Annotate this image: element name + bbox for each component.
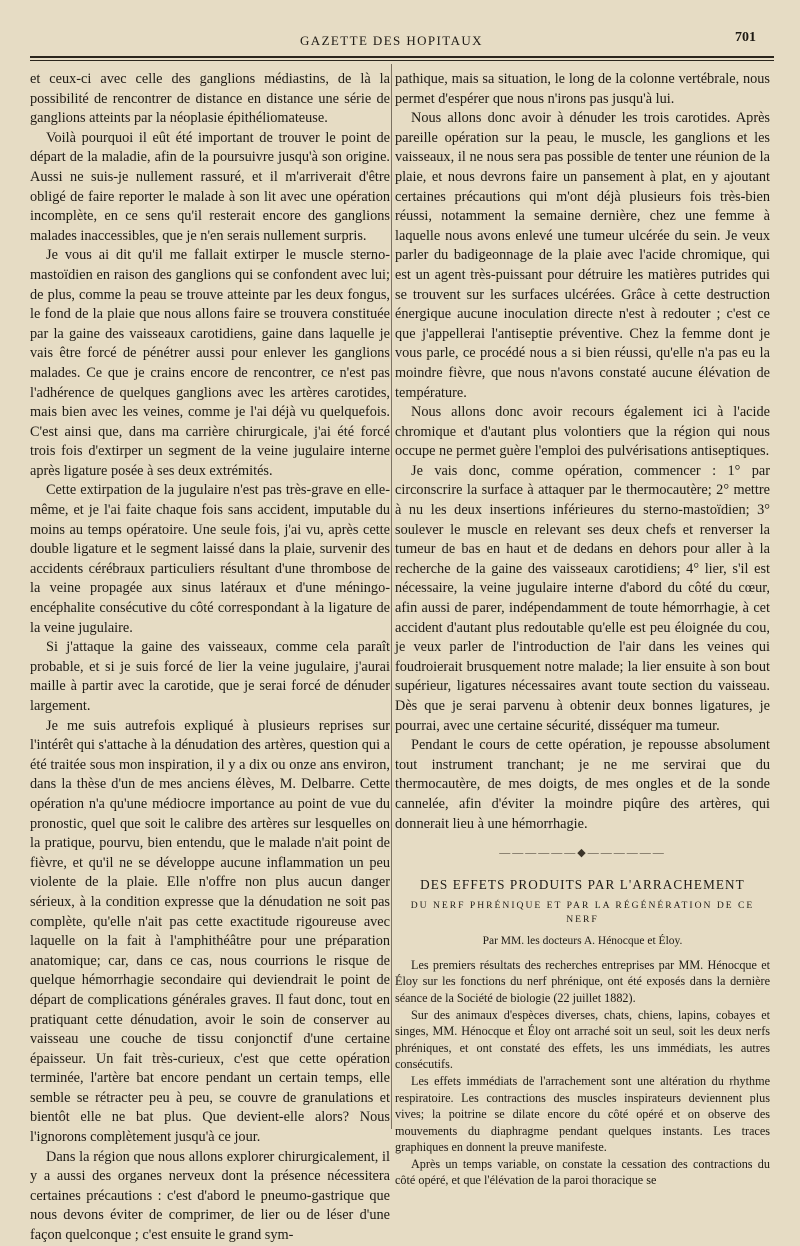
article-body — [395, 957, 770, 1189]
article-subtitle: DU NERF PHRÉNIQUE ET PAR LA RÉGÉNÉRATION DE CE NERF — [410, 899, 755, 925]
paragraph: Je vais donc, comme opération, commencer : 1° par circonscrire la surface à attaquer par le thermocautère; 2° mettre à nu les deux insertions inférieures du sterno-mastoïdien; 3° soulever le muscle en relevant ses deux chefs et renverser la tumeur de bas en haut et de dedans en dehors pour aller à la recherche de la gaine des vaisseaux carotidiens; 4° lier, s'il est nécessaire, la veine jugulaire interne d'abord du côté du cœur, afin aussi de parer, indépendamment de toute hémorrhagie, à cet accident d'autant plus redoutable qu'elle est peu éloignée du cou, je veux parler de l'introduction de l'air dans les veines qui foudroierait brusquement notre malade; la lier ensuite à son bout supérieur, ligatures nécessaires avant toute section du vaisseau. Dès que je serai parvenu à obtenir deux bonnes ligatures, je pourrai, avec une certaine sécurité, disséquer ma tumeur. — [395, 462, 770, 734]
paragraph: Pendant le cours de cette opération, je repousse absolument tout instrument tranchant; je ne me servirai que du thermocautère, de mes doigts, de mes ongles et de la sonde cannelée, afin d'éviter la moindre piqûre des artères, qui donnerait lieu à une hémorrhagie. — [395, 737, 770, 832]
running-head — [0, 30, 800, 54]
paragraph: Je vous ai dit qu'il me fallait extirper le muscle sterno-mastoïdien en raison des ganglions qui se confondent avec lui; de plus, comme la peau se trouve atteinte par les deux fongus, le fond de la plaie que nous allons faire se trouvera constituée par la gaine des vaisseaux carotidiens, gaine dans laquelle je vais être forcé de pénétrer aussi pour enlever les ganglions malades. Ce que je crains encore de rencontrer, ce n'est pas l'adhérence de quelques ganglions avec les artères carotides, mais bien avec les veines, comme je l'ai déjà vu quelquefois. C'est ainsi que, dans ma carrière chirurgicale, j'ai été forcé trois fois d'extirper un segment de la veine jugulaire interne après ligature posée à ses deux extrémités. — [30, 247, 390, 479]
right-column — [395, 70, 770, 1189]
article-authors: Par MM. les docteurs A. Hénocque et Éloy. — [482, 934, 683, 947]
paragraph: Nous allons donc avoir à dénuder les trois carotides. Après pareille opération sur la peau, le muscle, les ganglions et les vaisseaux, il ne nous sera pas possible de tenter une réunion de la plaie, et nous devrons faire un pansement à plat, en y ajoutant certaines précautions qui m'ont déjà plusieurs fois très-bien réussi, notamment la semaine dernière, chez une femme à laquelle nous avons enlevé une tumeur ulcérée du sein. Je veux parler du badigeonnage de la plaie avec l'acide chromique, qui est un agent très-puissant pour détruire les matières putrides qui se trouvent sur les surfaces ulcérées. Grâce à cette destruction énergique aucune inoculation directe n'est à redouter ; c'est ce que j'appellerai l'antiseptie préventive. Chez la femme dont je vous parle, ce procédé nous a si bien réussi, qu'elle n'a pas eu la moindre fièvre, que nous n'avons constaté aucune élévation de température. — [395, 110, 770, 401]
page-number: 701 — [735, 30, 756, 45]
paragraph: Cette extirpation de la jugulaire n'est pas très-grave en elle-même, et je l'ai faite chaque fois sans accident, imputable du moins au temps opératoire. Une seule fois, j'ai vu, après cette double ligature et le segment laissé dans la plaie, survenir des accidents cérébraux particuliers résultant d'une thrombose de la veine propagée aux sinus latéraux et d'une méningo-encéphalite consécutive du côté correspondant à la ligature de la veine jugulaire. — [30, 482, 390, 636]
paragraph: et ceux-ci avec celle des ganglions médiastins, de là la possibilité de rencontrer de distance en distance une série de ganglions atteints par la néoplasie épithéliomateuse. — [30, 71, 390, 127]
paragraph: Après un temps variable, on constate la cessation des contractions du côté opéré, et que l'élévation de la paroi thoracique se — [395, 1156, 770, 1188]
paragraph: Je me suis autrefois expliqué à plusieurs reprises sur l'intérêt qui s'attache à la dénudation des artères, question qui a été traitée sous mon inspiration, il y a dix ou onze ans environ, dans la thèse d'un de mes anciens élèves, M. Delbarre. Cette opération n'a qu'une médiocre importance au point de vue du pronostic, quel que soit le calibre des artères sur lesquelles on la pratique, pourvu, bien entendu, que le malade n'ait point de fièvre, et qu'il ne se développe aucune inflammation un peu violente de la plaie. Elle n'offre non plus aucun danger sérieux, à la condition expresse que la dénudation ne soit pas complète, qu'elle n'ait pas cette exactitude rigoureuse avec laquelle on la fait à l'amphithéâtre pour une préparation anatomique; car, dans ce cas, nous courrions le risque de quelque hémorrhagie secondaire qui deviendrait le point de départ de complications générales graves. Il faut donc, tout en pratiquant cette dénudation, avoir le soin de conserver au vaisseau une couche de tissu conjonctif d'une certaine épaisseur. Un fait très-curieux, c'est que cette opération terminée, l'artère bat encore pendant un certain temps, elle semble se rétracter peu à peu, se couvre de granulations et bientôt elle ne bat plus. Que devient-elle alors? Nous l'ignorons complètement jusqu'à ce jour. — [30, 717, 390, 1146]
paragraph: Nous allons donc avoir recours également ici à l'acide chromique et d'autant plus volontiers que la région qui nous occupe ne permet guère l'emploi des pulvérisations antiseptiques. — [395, 404, 770, 460]
header-rule — [30, 56, 774, 58]
paragraph: Sur des animaux d'espèces diverses, chats, chiens, lapins, cobayes et singes, MM. Hénocque et Éloy ont arraché soit un seul, soit les deux nerfs phréniques, et ont constaté des effets, les uns immédiats, les autres consécutifs. — [395, 1007, 770, 1072]
paragraph: Les premiers résultats des recherches entreprises par MM. Hénocque et Éloy sur les fonctions du nerf phrénique, ont été exposés dans la dernière séance de la Société de biologie (22 juillet 1882). — [395, 957, 770, 1005]
article-title: DES EFFETS PRODUITS PAR L'ARRACHEMENT — [420, 876, 745, 892]
paragraph: pathique, mais sa situation, le long de la colonne vertébrale, nous permet d'espérer que nous n'irons pas jusqu'à lui. — [395, 71, 770, 107]
column-divider — [391, 64, 392, 1129]
running-title: GAZETTE DES HOPITAUX — [300, 33, 483, 48]
header-rule-thin — [30, 60, 774, 61]
paragraph: Dans la région que nous allons explorer chirurgicalement, il y a aussi des organes nerveux dont la présence nécessitera certaines précautions : c'est d'abord le pneumo-gastrique que nous devons éviter de comprimer, de lier ou de léser d'une façon quelconque ; c'est ensuite le grand sym- — [30, 1148, 390, 1244]
paragraph: Voilà pourquoi il eût été important de trouver le point de départ de la maladie, afin de la poursuivre jusqu'à son origine. Aussi ne suis-je nullement rassuré, et il m'arriverait d'être obligé de faire reporter le malade à son lit avec une opération incomplète, en ce sens qu'il resterait encore des ganglions malades inaccessibles, que je n'en serais nullement surpris. — [30, 129, 390, 244]
section-ornament: ——————◆—————— — [499, 847, 666, 860]
paragraph: Les effets immédiats de l'arrachement sont une altération du rhythme respiratoire. Les contractions des muscles inspirateurs deviennent plus vives; la poitrine se dilate encore du côté opéré et on observe des mouvements du diaphragme pendant quelques instants. Les traces graphiques en donnent la preuve manifeste. — [395, 1073, 770, 1155]
paragraph: Si j'attaque la gaine des vaisseaux, comme cela paraît probable, et si je suis forcé de lier la veine jugulaire, j'aurai maille à partir avec la carotide, que je serai forcé de dénuder largement. — [30, 639, 390, 714]
left-column — [30, 70, 390, 1246]
